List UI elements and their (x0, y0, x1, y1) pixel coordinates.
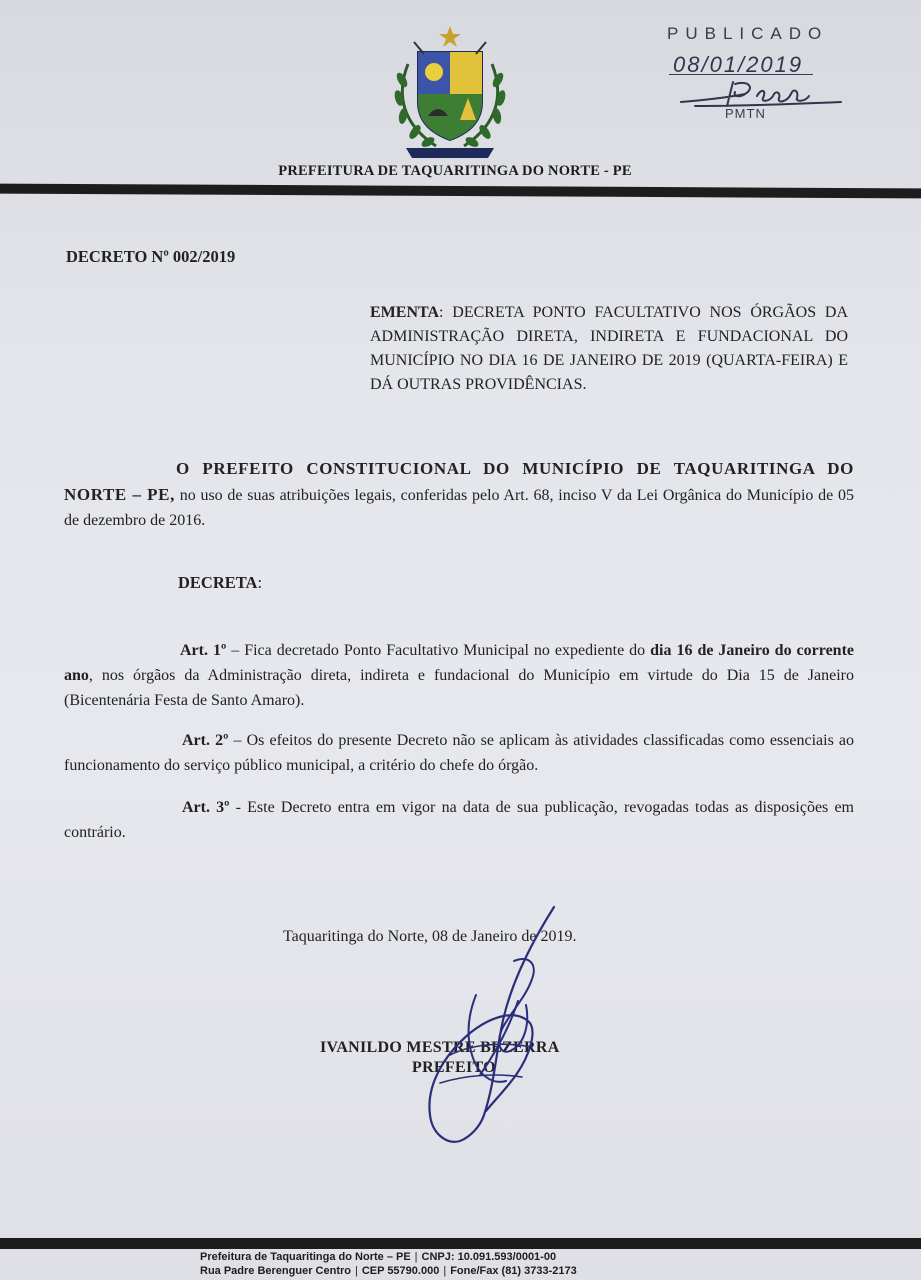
footer-line-2: Rua Padre Berenguer Centro | CEP 55790.000 | Fone/Fax (81) 3733-2173 (200, 1265, 577, 1277)
publication-stamp (655, 22, 875, 132)
decree-summary (370, 301, 848, 397)
article-3: Art. 3º - Este Decreto entra em vigor na data de sua publicação, revogadas todas as disposições em contrário. (64, 799, 855, 841)
article-2: Art. 2º – Os efeitos do presente Decreto não se aplicam às atividades classificadas como essenciais ao funcionamento do serviço público municipal, a critério do chefe do órgão. (64, 732, 855, 774)
article-1: Art. 1º – Fica decretado Ponto Facultativo Municipal no expediente do dia 16 de Janeiro do corrente ano, nos órgãos da Administração direta, indireta e fundacional do Município em virtude do Dia 15 de Janeiro (Bicentenária Festa de Santo Amaro). (64, 642, 854, 709)
preamble-authority: O PREFEITO CONSTITUCIONAL DO MUNICÍPIO DE TAQUARITINGA DO NORTE – PE, (64, 459, 854, 504)
decreta-heading: DECRETA: (178, 573, 263, 592)
footer-divider (0, 1238, 921, 1249)
coat-of-arms-emblem (388, 24, 512, 164)
municipality-header: PREFEITURA DE TAQUARITINGA DO NORTE - PE (278, 163, 632, 179)
place-and-date: Taquaritinga do Norte, 08 de Janeiro de 2019. (283, 928, 577, 945)
signatory-name: IVANILDO MESTRE BEZERRA (320, 1039, 560, 1056)
preamble-paragraph (64, 456, 854, 533)
ementa-label: EMENTA (370, 304, 440, 321)
stamp-label: PUBLICADO (667, 24, 829, 43)
signatory-title: PREFEITO (412, 1059, 496, 1076)
article-2-label: Art. 2º (182, 732, 229, 749)
preamble-text: no uso de suas atribuições legais, conferidas pelo Art. 68, inciso V da Lei Orgânica do Município de 05 de dezembro de 2016. (64, 487, 854, 529)
article-3-label: Art. 3º (182, 799, 230, 816)
footer-contact (200, 1250, 800, 1278)
footer-line-1: Prefeitura de Taquaritinga do Norte – PE | CNPJ: 10.091.593/0001-00 (200, 1251, 557, 1263)
article-1-label: Art. 1º (180, 642, 227, 659)
header-divider (0, 184, 921, 199)
article-1-date: dia 16 de Janeiro do corrente ano (64, 642, 854, 684)
handwritten-signature (410, 905, 580, 1145)
ementa-text: : DECRETA PONTO FACULTATIVO NOS ÓRGÃOS DA ADMINISTRAÇÃO DIRETA, INDIRETA E FUNDACIONAL DO MUNICÍPIO NO DIA 16 DE JANEIRO DE 2019 (QUARTA-FEIRA) E DÁ OUTRAS PROVIDÊNCIAS. (370, 304, 848, 393)
stamp-signature (675, 76, 845, 110)
stamp-org: PMTN (725, 106, 766, 121)
stamp-date: 08/01/2019 (673, 52, 804, 77)
decree-number: DECRETO Nº 002/2019 (66, 247, 236, 266)
